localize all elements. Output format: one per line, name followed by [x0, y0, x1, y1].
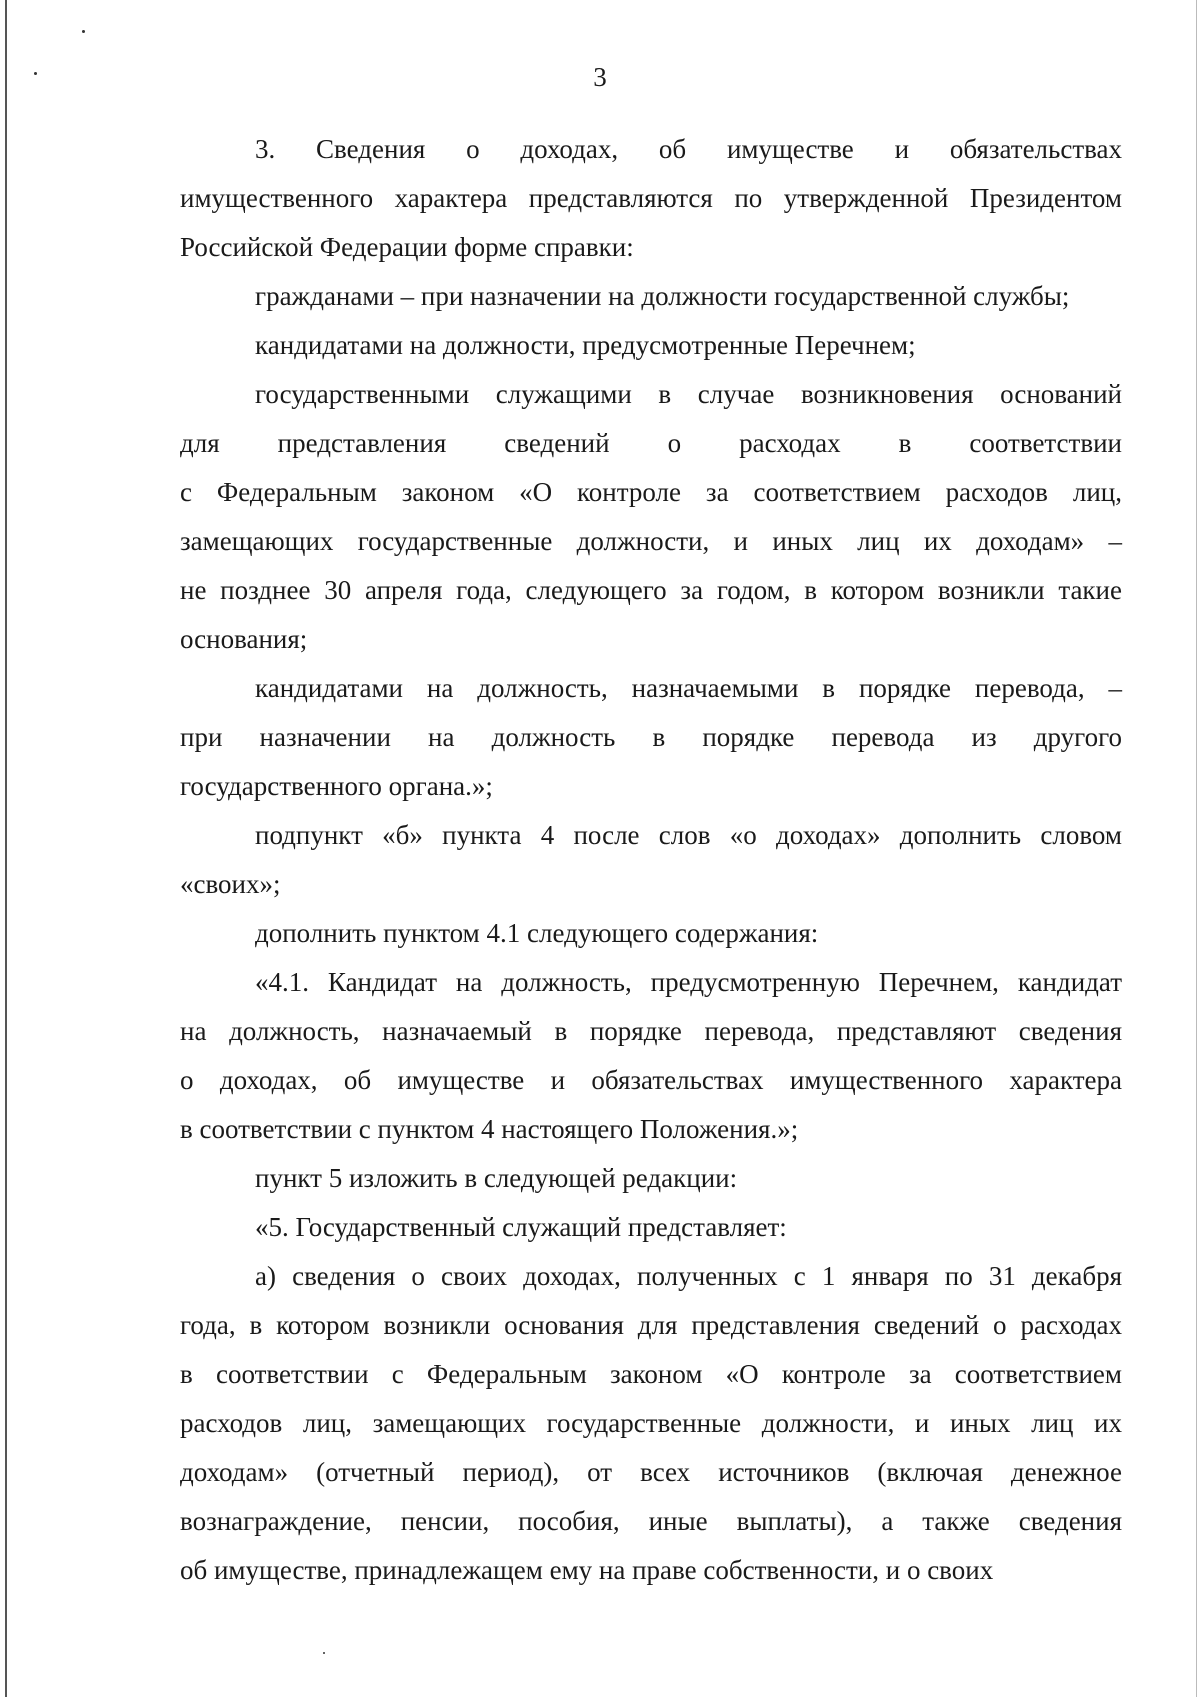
text-line: дополнить пунктом 4.1 следующего содержания:	[255, 918, 819, 948]
text-line: кандидатами на должность, назначаемыми в порядке перевода, –	[255, 673, 1122, 703]
text-line: при назначении на должность в порядке перевода из другого	[180, 722, 1122, 752]
text-line: расходов лиц, замещающих государственные должности, и иных лиц их	[180, 1408, 1122, 1438]
text-line: а) сведения о своих доходах, полученных с 1 января по 31 декабря	[255, 1261, 1122, 1291]
paragraph	[180, 321, 1122, 370]
paragraph	[180, 1203, 1122, 1252]
paragraph	[180, 958, 1122, 1154]
text-line: не позднее 30 апреля года, следующего за годом, в котором возникли такие	[180, 575, 1122, 605]
scan-speck	[82, 30, 85, 33]
text-line: 3. Сведения о доходах, об имуществе и обязательствах	[255, 134, 1122, 164]
paragraph	[180, 664, 1122, 811]
paragraph	[180, 811, 1122, 909]
text-line: подпункт «б» пункта 4 после слов «о доходах» дополнить словом	[255, 820, 1122, 850]
paragraph	[180, 370, 1122, 664]
document-body	[180, 125, 1122, 1595]
page-number: 3	[593, 62, 607, 92]
text-line: имущественного характера представляются по утвержденной Президентом	[180, 183, 1122, 213]
text-line: основания;	[180, 624, 308, 654]
text-line: о доходах, об имуществе и обязательствах имущественного характера	[180, 1065, 1122, 1095]
text-line: «4.1. Кандидат на должность, предусмотренную Перечнем, кандидат	[255, 967, 1122, 997]
scan-edge-left	[5, 0, 7, 1697]
text-line: для представления сведений о расходах в соответствии	[180, 428, 1122, 458]
text-line: с Федеральным законом «О контроле за соответствием расходов лиц,	[180, 477, 1122, 507]
text-line: замещающих государственные должности, и иных лиц их доходам» –	[180, 526, 1122, 556]
paragraph	[180, 1154, 1122, 1203]
text-line: года, в котором возникли основания для представления сведений о расходах	[180, 1310, 1122, 1340]
paragraph	[180, 272, 1122, 321]
text-line: «своих»;	[180, 869, 281, 899]
text-line: пункт 5 изложить в следующей редакции:	[255, 1163, 738, 1193]
text-line: об имуществе, принадлежащем ему на праве собственности, и о своих	[180, 1555, 994, 1585]
paragraph	[180, 909, 1122, 958]
text-line: гражданами – при назначении на должности государственной службы;	[255, 281, 1070, 311]
text-line: Российской Федерации форме справки:	[180, 232, 634, 262]
text-line: «5. Государственный служащий представляет:	[255, 1212, 787, 1242]
text-line: доходам» (отчетный период), от всех источников (включая денежное	[180, 1457, 1122, 1487]
paragraph	[180, 1252, 1122, 1595]
text-line: государственного органа.»;	[180, 771, 493, 801]
scan-speck	[323, 1652, 325, 1654]
scan-edge-right	[1196, 0, 1197, 1697]
text-line: вознаграждение, пенсии, пособия, иные выплаты), а также сведения	[180, 1506, 1122, 1536]
paragraph	[180, 125, 1122, 272]
text-line: в соответствии с пунктом 4 настоящего Положения.»;	[180, 1114, 799, 1144]
text-line: в соответствии с Федеральным законом «О контроле за соответствием	[180, 1359, 1122, 1389]
text-line: на должность, назначаемый в порядке перевода, представляют сведения	[180, 1016, 1122, 1046]
text-line: кандидатами на должности, предусмотренные Перечнем;	[255, 330, 916, 360]
text-line: государственными служащими в случае возникновения оснований	[255, 379, 1122, 409]
